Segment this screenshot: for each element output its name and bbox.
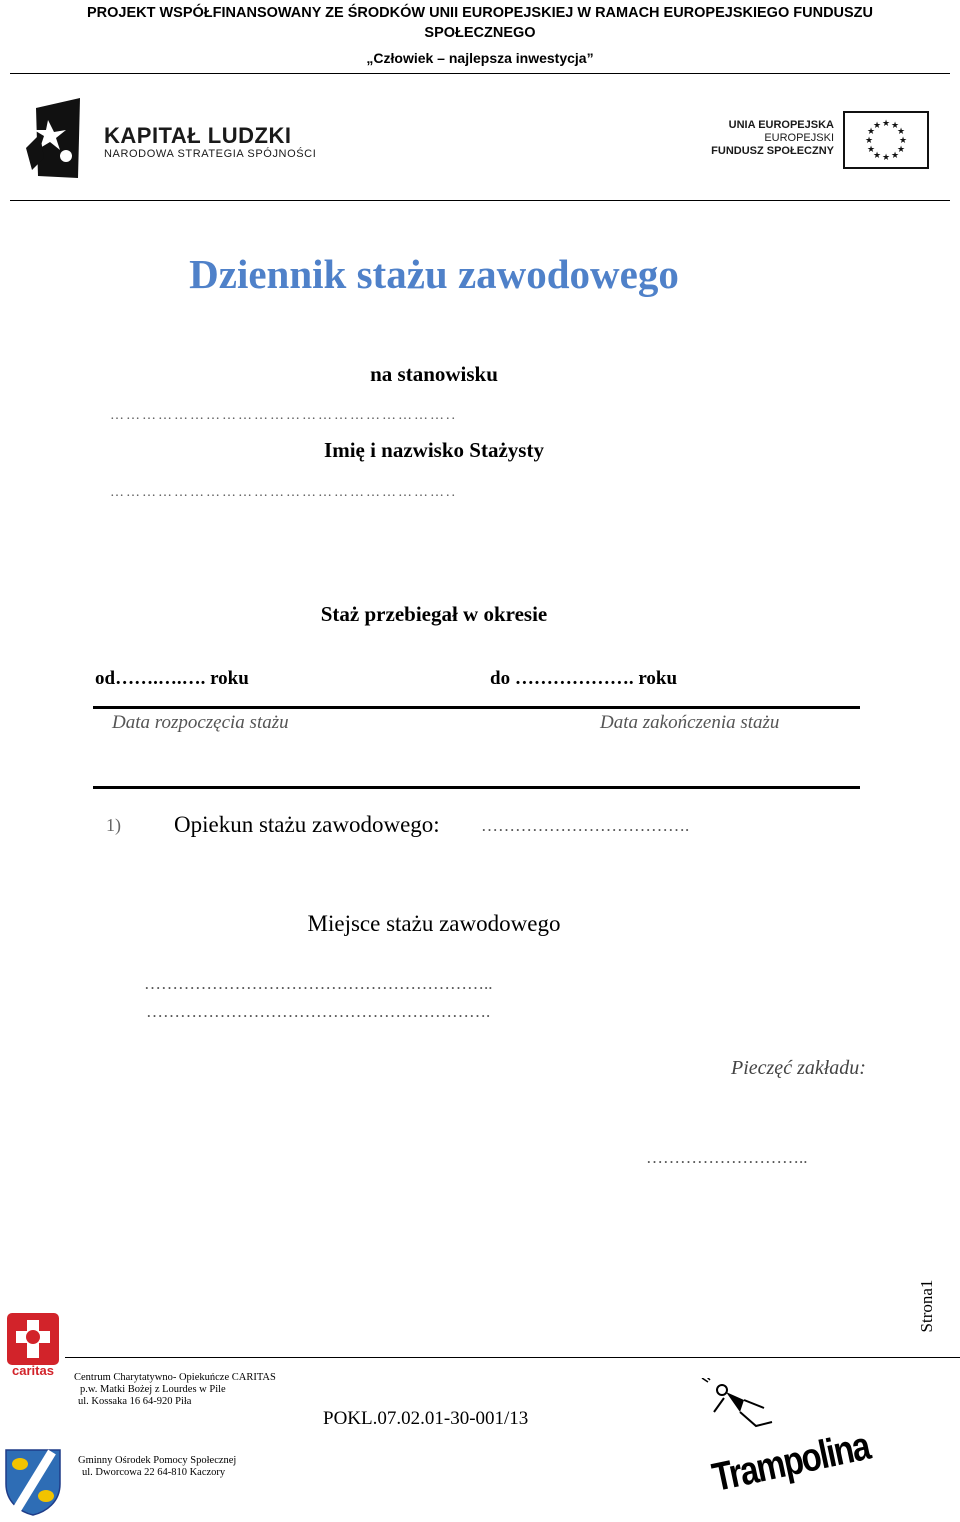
svg-text:★: ★ (866, 127, 876, 137)
kapital-ludzki-title: KAPITAŁ LUDZKI (104, 123, 292, 148)
project-banner (10, 3, 950, 68)
place-dots-1: …………………………………………………….. (144, 974, 493, 993)
slogan: „Człowiek – najlepsza inwestycja” (366, 50, 594, 66)
to-date-field: do ………………. roku (490, 668, 678, 689)
place-label: Miejsce stażu zawodowego (307, 911, 561, 936)
date-underline (93, 706, 860, 709)
jumping-figure-icon (700, 1378, 780, 1448)
caritas-address (74, 1372, 276, 1408)
eu-line-3: FUNDUSZ SPOŁECZNY (711, 145, 834, 157)
gops-address (78, 1455, 236, 1479)
header-divider-top (10, 73, 950, 74)
svg-text:★: ★ (881, 153, 891, 163)
eu-line-1: UNIA EUROPEJSKA (728, 119, 834, 131)
project-line-2: SPOŁECZNEGO (424, 25, 536, 41)
kapital-ludzki-subtitle: NARODOWA STRATEGIA SPÓJNOŚCI (104, 148, 317, 160)
svg-text:★: ★ (898, 136, 908, 146)
supervisor-dots: ………………………………. (481, 816, 690, 835)
project-code: POKL.07.02.01-30-001/13 (323, 1408, 529, 1429)
caritas-line-1: Centrum Charytatywno- Opiekuńcze CARITAS (74, 1372, 276, 1383)
svg-text:★: ★ (864, 136, 874, 146)
caritas-logo-text: caritas (12, 1363, 54, 1378)
position-dots: ……………………………………………………….. (110, 408, 457, 423)
place-dots-2: ……………………………………………………. (146, 1002, 491, 1021)
end-date-caption: Data zakończenia stażu (600, 712, 780, 733)
eu-line-2: EUROPEJSKI (764, 132, 834, 144)
caritas-logo (6, 1312, 60, 1380)
document-title: Dziennik stażu zawodowego (189, 251, 679, 297)
svg-text:★: ★ (881, 119, 891, 129)
from-date-field: od…….….…. roku (95, 668, 249, 689)
intern-name-label: Imię i nazwisko Stażysty (324, 438, 544, 462)
kapital-ludzki-logo (26, 98, 326, 180)
trampolina-wordmark: Trampolina (708, 1424, 873, 1501)
period-label: Staż przebiegał w okresie (320, 602, 548, 626)
svg-text:★: ★ (896, 127, 906, 137)
position-label: na stanowisku (370, 362, 498, 386)
header-divider-bottom (10, 200, 950, 201)
caritas-cross-icon (6, 1312, 60, 1366)
trampolina-logo (700, 1378, 890, 1520)
gops-line-2: ul. Dworcowa 22 64-810 Kaczory (82, 1467, 226, 1478)
page-number: Strona1 (917, 1279, 936, 1333)
footer-divider (65, 1357, 960, 1358)
coat-of-arms-icon (4, 1448, 62, 1516)
project-line-1: PROJEKT WSPÓŁFINANSOWANY ZE ŚRODKÓW UNII EUROPEJSKIEJ W RAMACH EUROPEJSKIEGO FUNDUSZU (86, 5, 874, 21)
eu-logo (700, 110, 930, 170)
svg-text:★: ★ (890, 151, 900, 161)
svg-text:★: ★ (896, 145, 906, 155)
eu-flag-icon (843, 111, 929, 169)
eu-logo-text (700, 119, 834, 158)
section-divider (93, 786, 860, 789)
svg-text:★: ★ (866, 145, 876, 155)
stamp-label: Pieczęć zakładu: (731, 1057, 866, 1079)
gops-line-1: Gminny Ośrodek Pomocy Społecznej (78, 1455, 237, 1466)
caritas-line-2: p.w. Matki Bożej z Lourdes w Pile (80, 1384, 226, 1395)
start-date-caption: Data rozpoczęcia stażu (112, 712, 289, 733)
supervisor-number: 1) (106, 815, 121, 835)
svg-text:★: ★ (890, 121, 900, 131)
caritas-line-3: ul. Kossaka 16 64-920 Piła (78, 1396, 192, 1407)
intern-name-dots: ……………………………………………………….. (110, 485, 457, 500)
kapital-ludzki-emblem-icon (26, 98, 84, 180)
supervisor-label: Opiekun stażu zawodowego: (174, 812, 440, 837)
svg-text:★: ★ (872, 121, 882, 131)
svg-text:★: ★ (872, 151, 882, 161)
stamp-dots: ……………………….. (646, 1148, 808, 1167)
